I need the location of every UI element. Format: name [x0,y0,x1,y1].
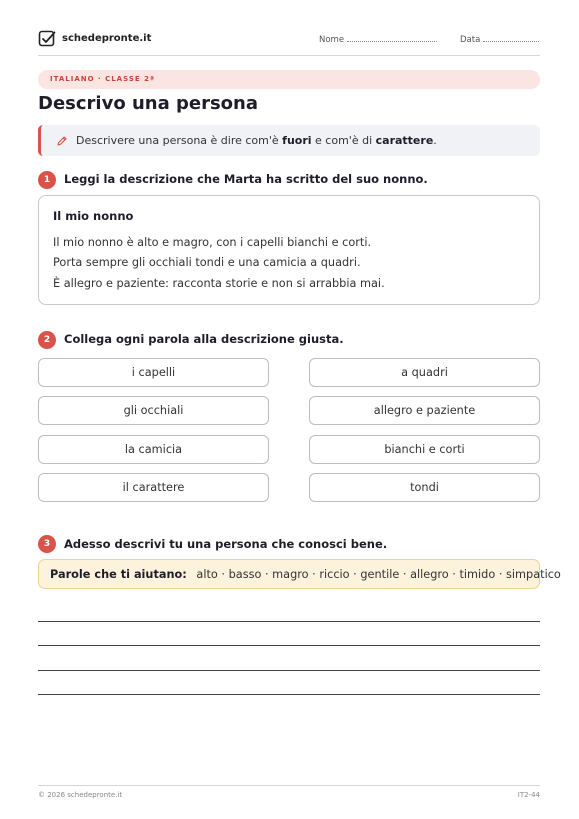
name-field [319,35,437,45]
match-description-box[interactable]: bianchi e corti [309,435,540,464]
reading-text-line: Il mio nonno è alto e magro, con i capelli bianchi e corti. [53,236,372,249]
writing-line[interactable] [38,621,540,622]
reading-text-line: Porta sempre gli occhiali tondi e una camicia a quadri. [53,256,361,269]
writing-line[interactable] [38,694,540,695]
step-3-badge: 3 [38,535,56,553]
step-2-badge: 2 [38,331,56,349]
reading-text-box [38,195,540,305]
page-header [38,30,540,56]
match-description-box[interactable]: tondi [309,473,540,502]
pencil-icon [56,135,68,147]
intro-callout [38,125,540,156]
intro-text [76,134,437,147]
footer-code: IT2-44 [517,791,540,799]
site-name: schedepronte.it [62,33,152,44]
page-title: Descrivo una persona [38,93,258,114]
reading-text-title: Il mio nonno [53,209,134,223]
name-blank [347,35,437,42]
intro-part3: . [433,134,437,147]
intro-part1: Descrivere una persona è dire com'è [76,134,283,147]
match-word-box[interactable]: i capelli [38,358,269,387]
writing-line[interactable] [38,670,540,671]
match-description-box[interactable]: allegro e paziente [309,396,540,425]
step-1-instruction: Leggi la descrizione che Marta ha scritto del suo nonno. [64,172,428,186]
step-3-instruction: Adesso descrivi tu una persona che conosci bene. [64,537,388,551]
match-description-box[interactable]: a quadri [309,358,540,387]
intro-part2: e com'è di [311,134,376,147]
footer-divider [38,785,540,786]
helper-words-box [38,559,561,589]
checkbox-logo-icon [38,30,56,48]
date-field [460,35,539,45]
step-1-badge: 1 [38,171,56,189]
intro-bold-carattere: carattere [375,134,434,147]
footer-copyright: © 2026 schedepronte.it [38,791,123,799]
writing-line[interactable] [38,645,540,646]
name-label: Nome [319,35,345,45]
intro-bold-fuori: fuori [282,134,312,147]
date-blank [483,35,539,42]
step-2-instruction: Collega ogni parola alla descrizione giusta. [64,332,344,346]
reading-text-line: È allegro e paziente: racconta storie e non si arrabbia mai. [53,277,385,290]
helper-words-label: Parole che ti aiutano: [50,568,187,581]
helper-words-list: alto · basso · magro · riccio · gentile · allegro · timido · simpatico [196,568,561,581]
date-label: Data [460,35,481,45]
subject-bar: ITALIANO · CLASSE 2ª [38,70,540,89]
match-word-box[interactable]: il carattere [38,473,269,502]
match-word-box[interactable]: la camicia [38,435,269,464]
match-word-box[interactable]: gli occhiali [38,396,269,425]
